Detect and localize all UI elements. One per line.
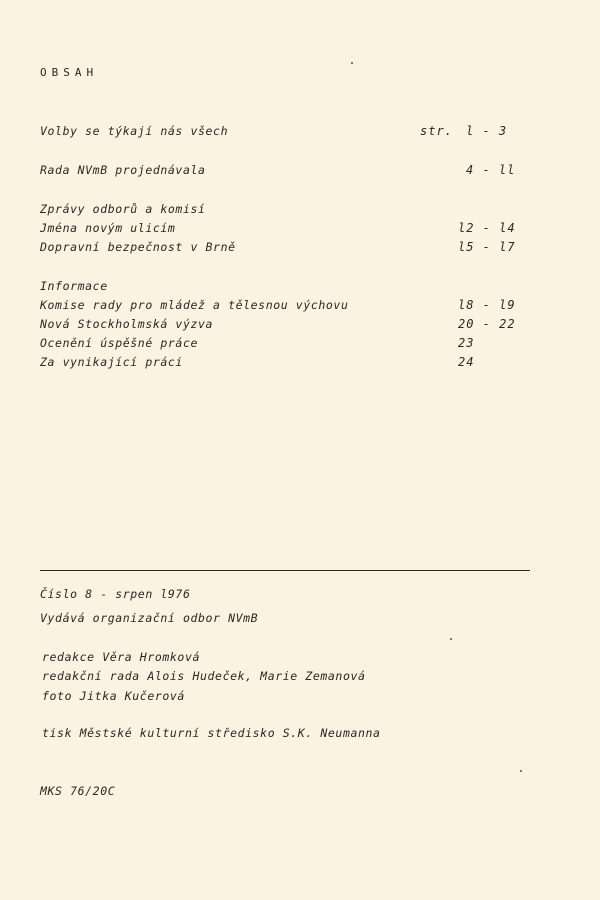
print-code: MKS 76/20C [40, 784, 116, 798]
paper-speck [351, 62, 353, 64]
publisher-line: Vydává organizační odbor NVmB [40, 611, 259, 625]
toc-item-pages: l - 3 [466, 124, 508, 138]
paper-speck [450, 638, 452, 640]
toc-item-pages: l5 - l7 [458, 240, 516, 254]
toc-item-title: Dopravní bezpečnost v Brně [40, 240, 236, 254]
toc-item-title: Volby se týkají nás všech [40, 124, 229, 138]
toc-item-pages: 23 [458, 336, 475, 350]
toc-item-pages: 24 [458, 355, 475, 369]
toc-item-pages: 4 - ll [466, 163, 516, 177]
toc-item-title: Jména novým ulicím [40, 221, 176, 235]
toc-item-pages: l2 - l4 [458, 221, 516, 235]
editorial-board-line: redakční rada Alois Hudeček, Marie Zemanová [42, 669, 366, 683]
photo-credit-line: foto Jitka Kučerová [42, 689, 185, 703]
toc-section-heading: Zprávy odborů a komisí [40, 202, 206, 216]
print-line: tisk Městské kulturní středisko S.K. Neumanna [42, 726, 381, 740]
section-divider [40, 570, 530, 571]
issue-line: Číslo 8 - srpen l976 [40, 587, 191, 601]
toc-item-pages: l8 - l9 [458, 298, 516, 312]
toc-item-title: Rada NVmB projednávala [40, 163, 206, 177]
paper-speck [520, 770, 522, 772]
toc-section-heading: Informace [40, 279, 108, 293]
contents-heading: OBSAH [40, 66, 99, 79]
toc-item-title: Nová Stockholmská výzva [40, 317, 214, 331]
toc-page-prefix: str. [420, 124, 453, 138]
toc-item-title: Za vynikající práci [40, 355, 183, 369]
toc-item-title: Komise rady pro mládež a tělesnou výchovu [40, 298, 349, 312]
toc-item-pages: 20 - 22 [458, 317, 516, 331]
toc-item-title: Ocenění úspěšné práce [40, 336, 198, 350]
editor-line: redakce Věra Hromková [42, 650, 200, 664]
